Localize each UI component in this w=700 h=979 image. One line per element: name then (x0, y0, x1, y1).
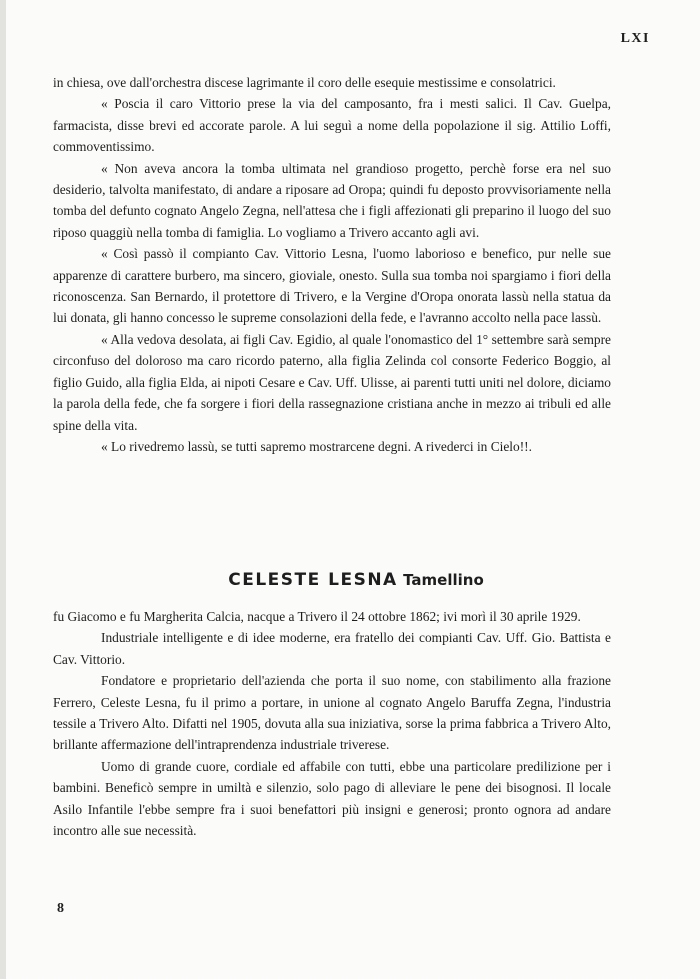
paragraph: fu Giacomo e fu Margherita Calcia, nacque a Trivero il 24 ottobre 1862; ivi morì il 30 aprile 1929. (53, 609, 581, 624)
running-head: LXI (620, 31, 650, 46)
page-number: 8 (57, 901, 64, 916)
paragraph: in chiesa, ove dall'orchestra discese lagrimante il coro delle esequie mestissime e consolatrici. (53, 75, 556, 90)
paragraph: « Alla vedova desolata, ai figli Cav. Egidio, al quale l'onomastico del 1° settembre sarà sempre circonfuso del doloroso ma caro ricordo paterno, alla figlia Zelinda col consorte Federico Boggio, al figlio Guido, alla figlia Elda, ai nipoti Cesare e Cav. Uff. Ulisse, ai parenti tutti uniti nel dolore, diciamo la parola della fede, che fa sorgere i fiori della rassegnazione cristiana anche in mezzo ai tribuli ed alle spine della vita. (53, 331, 611, 433)
paragraph: « Lo rivedremo lassù, se tutti sapremo mostrarcene degni. A rivederci in Cielo!!. (101, 438, 532, 454)
paragraph: Uomo di grande cuore, cordiale ed affabile con tutti, ebbe una particolare predilizione per i bambini. Beneficò sempre in umiltà e silenzio, solo pago di alleviare le pene dei bisognosi. Il locale Asilo Infantile l'ebbe sempre fra i suoi benefattori più insigni e generosi; pronto ognora ad andare incontro alle sue necessità. (53, 758, 611, 839)
paragraph: « Poscia il caro Vittorio prese la via del camposanto, fra i mesti salici. Il Cav. Guelpa, farmacista, disse brevi ed accorate parole. A lui seguì a nome della popolazione il sig. Attilio Loffi, commoventissimo. (53, 96, 611, 155)
heading-surname: CELESTE LESNA (228, 570, 398, 590)
paragraph: « Non aveva ancora la tomba ultimata nel grandioso progetto, perchè forse era nel suo desiderio, talvolta manifestato, di andare a riposare ad Oropa; quindi fu deposto provvisoriamente nella tomba del defunto cognato Angelo Zegna, nell'attesa che i figli affezionati gli preparino il luogo del suo riposo quaggiù nella tomba di famiglia. Lo vogliamo a Trivero accanto agli avi. (53, 160, 611, 240)
paragraph: Industriale intelligente e di idee moderne, era fratello dei compianti Cav. Uff. Gio. Battista e Cav. Vittorio. (53, 630, 611, 667)
paragraph: Fondatore e proprietario dell'azienda che porta il suo nome, con stabilimento alla frazione Ferrero, Celeste Lesna, fu il primo a portare, in unione al cognato Angelo Baruffa Zegna, l'industria tessile a Trivero Alto. Difatti nel 1905, dovuta alla sua iniziativa, sorse la prima fabbrica a Trivero Alto, brillante affermazione dell'intraprendenza industriale triverese. (53, 673, 611, 753)
heading-given-name: Tamellino (403, 571, 484, 589)
previous-obituary-continuation (53, 72, 611, 457)
paragraph: « Così passò il compianto Cav. Vittorio Lesna, l'uomo laborioso e benefico, pur nelle sue apparenze di carattere burbero, ma sincero, gioviale, onesto. Sulla sua tomba noi spargiamo i fiori della riconoscenza. San Bernardo, il protettore di Trivero, e la Vergine d'Oropa onorata lassù nella statua da lui donata, gli hanno concesso le supreme consolazioni della fede, e l'avranno accolto nella pace lassù. (53, 246, 611, 326)
section-heading (6, 570, 700, 590)
biography-text (53, 606, 611, 841)
